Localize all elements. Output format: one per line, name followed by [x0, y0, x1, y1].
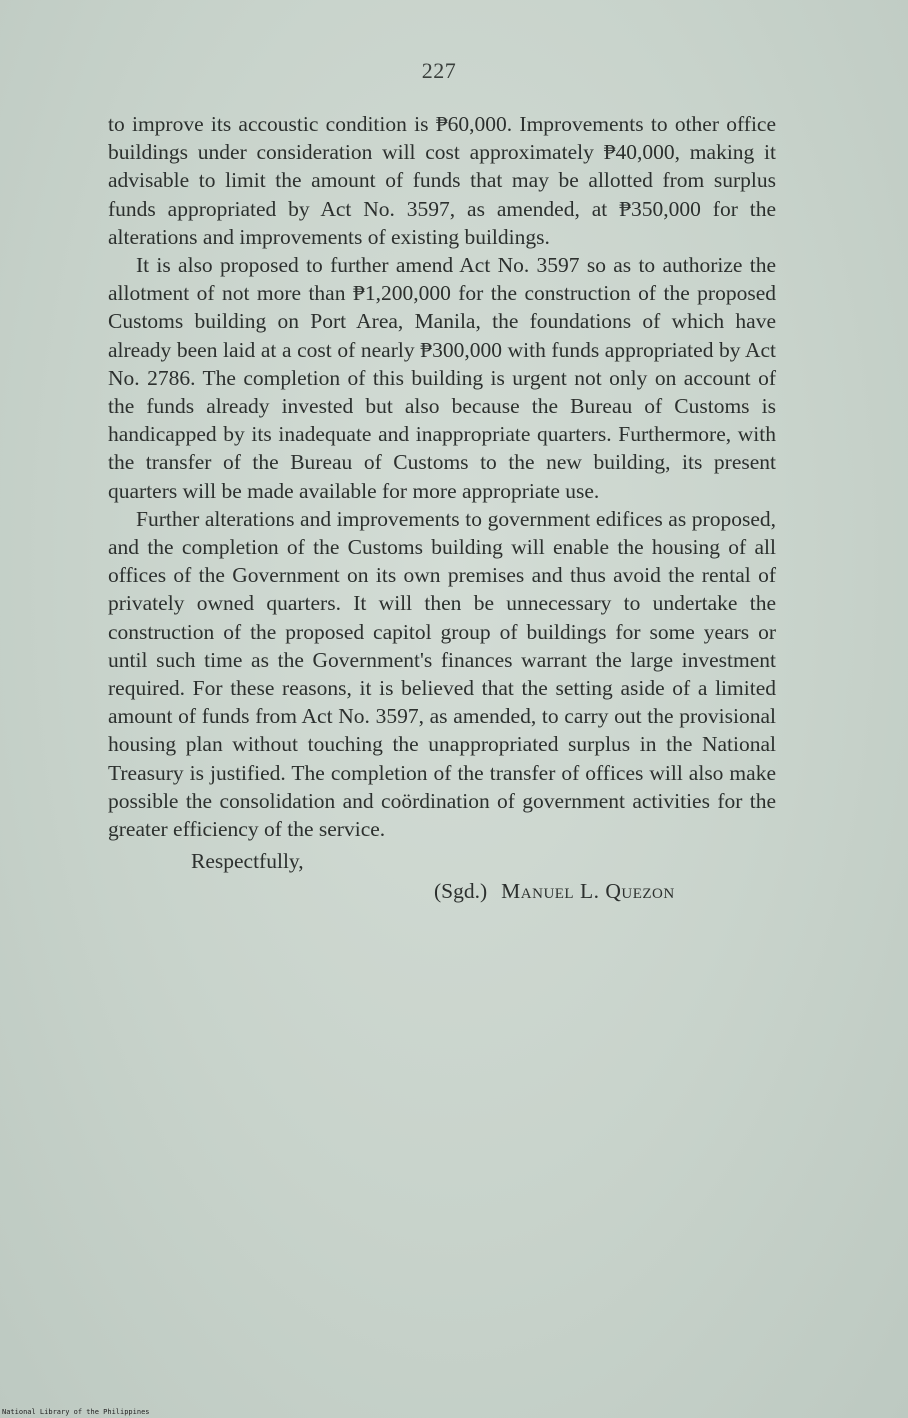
letter-body	[108, 110, 776, 906]
paragraph-2: It is also proposed to further amend Act No. 3597 so as to authorize the allotment of not more than ₱1,200,000 for the construction of the proposed Customs building on Port Area, Manila, the foundations of which have already been laid at a cost of nearly ₱300,000 with funds appropriated by Act No. 2786. The completion of this building is urgent not only on account of the funds already invested but also because the Bureau of Customs is handicapped by its inadequate and inappropriate quarters. Furthermore, with the transfer of the Bureau of Customs to the new building, its present quarters will be made available for more appropriate use.	[108, 253, 776, 503]
paragraph-1: to improve its accoustic condition is ₱60,000. Improvements to other office buildings under consideration will cost approximately ₱40,000, making it advisable to limit the amount of funds that may be allotted from surplus funds appropriated by Act No. 3597, as amended, at ₱350,000 for the alterations and improvements of existing buildings.	[108, 112, 776, 249]
paragraph-3: Further alterations and improvements to government edifices as proposed, and the completion of the Customs building will enable the housing of all offices of the Government on its own premises and thus avoid the rental of privately owned quarters. It will then be unnecessary to undertake the construction of the proposed capitol group of buildings for some years or until such time as the Government's finances warrant the large investment required. For these reasons, it is believed that the setting aside of a limited amount of funds from Act No. 3597, as amended, to carry out the provisional housing plan without touching the unappropriated surplus in the National Treasury is justified. The completion of the transfer of offices will also make possible the consolidation and coördination of government activities for the greater efficiency of the service.	[108, 506, 776, 842]
signature-prefix: (Sgd.)	[434, 879, 488, 904]
signature-line	[108, 877, 776, 905]
signature-name: Manuel L. Quezon	[501, 879, 675, 904]
closing-salutation: Respectfully,	[191, 849, 304, 874]
page-number: 227	[421, 58, 457, 83]
library-attribution: National Library of the Philippines	[2, 1408, 150, 1416]
